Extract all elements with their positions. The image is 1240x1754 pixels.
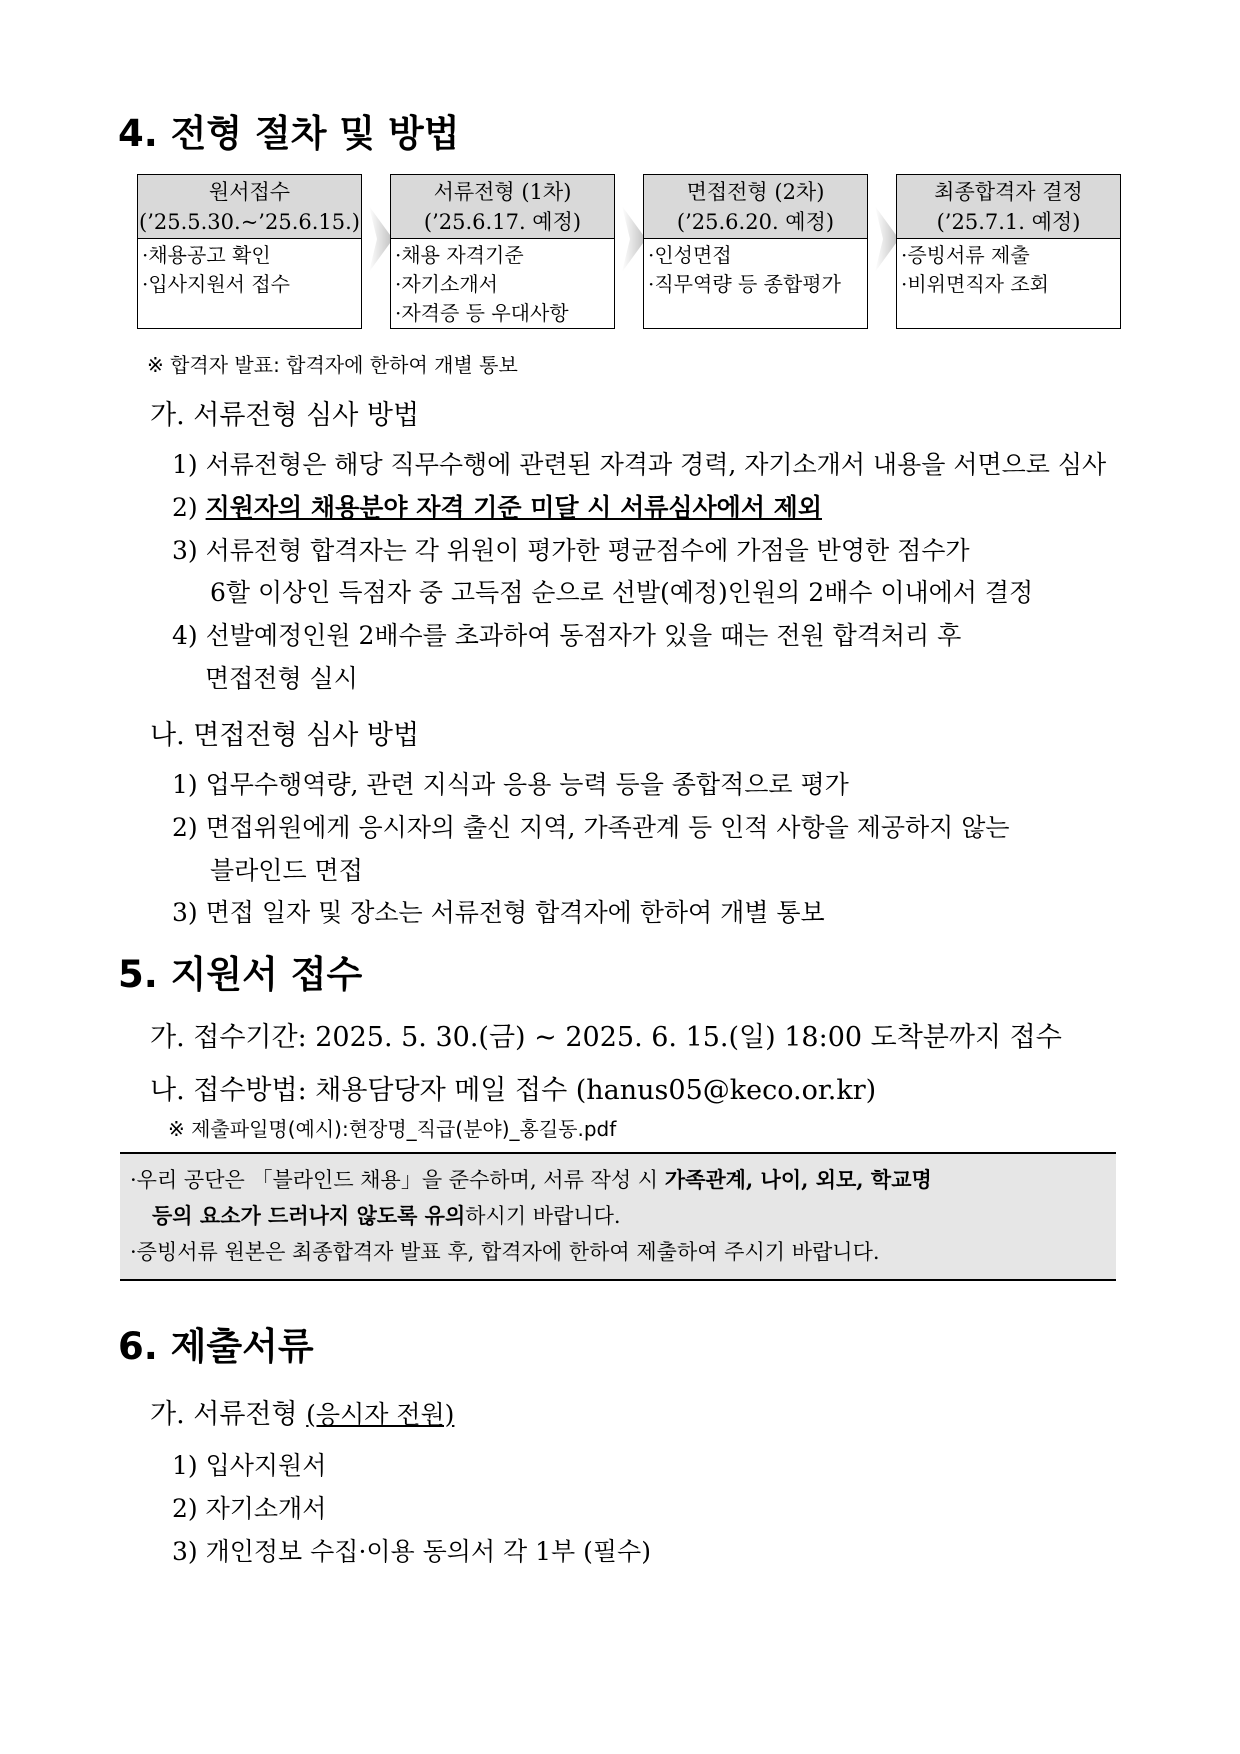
subsection-note: (응시자 전원): [306, 1400, 455, 1429]
flow-step-body: [897, 239, 1120, 301]
flow-step-header: [138, 175, 361, 239]
list-item-continuation: 면접전형 실시: [205, 664, 358, 693]
subsection-label: 가. 서류전형: [150, 1399, 307, 1430]
list-item: 2) 면접위원에게 응시자의 출신 지역, 가족관계 등 인적 사항을 제공하지 않는: [172, 813, 1010, 842]
list-item-number: 2): [172, 493, 206, 522]
list-item: [172, 488, 822, 524]
flow-step-title: 면접전형 (2차): [686, 180, 825, 204]
notice-emphasis: 가족관계, 나이, 외모, 학교명: [664, 1167, 932, 1192]
flow-step-title: 서류전형 (1차): [433, 180, 572, 204]
list-item-continuation: 블라인드 면접: [210, 856, 363, 885]
flow-step-item: ·채용 자격기준: [395, 243, 524, 267]
announcement-note: ※ 합격자 발표: 합격자에 한하여 개별 통보: [147, 353, 518, 377]
notice-emphasis: 등의 요소가 드러나지 않도록 유의: [152, 1203, 466, 1228]
application-method: 나. 접수방법: 채용담당자 메일 접수 (hanus05@keco.or.kr): [150, 1075, 877, 1106]
flow-step-final-decision: [896, 174, 1121, 329]
list-item: 1) 입사지원서: [172, 1451, 327, 1480]
list-item-continuation: 6할 이상인 득점자 중 고득점 순으로 선발(예정)인원의 2배수 이내에서 결정: [210, 578, 1034, 607]
flow-step-item: ·직무역량 등 종합평가: [648, 272, 841, 296]
list-item: 3) 서류전형 합격자는 각 위원이 평가한 평균점수에 가점을 반영한 점수가: [172, 536, 970, 565]
flow-step-header: [391, 175, 614, 239]
flow-step-body: [138, 239, 361, 301]
flow-step-body: [644, 239, 867, 301]
notice-line: [130, 1162, 1108, 1198]
section-5-title: 5. 지원서 접수: [118, 953, 363, 996]
notice-box: [120, 1152, 1116, 1281]
flow-step-date: (’25.6.20. 예정): [676, 210, 835, 234]
flow-step-application: [137, 174, 362, 329]
flow-step-item: ·자기소개서: [395, 272, 498, 296]
notice-text: 하시기 바랍니다.: [465, 1204, 621, 1228]
process-flow: [137, 174, 1121, 329]
flow-step-title: 최종합격자 결정: [934, 180, 1083, 204]
list-item: 3) 면접 일자 및 장소는 서류전형 합격자에 한하여 개별 통보: [172, 898, 825, 927]
flow-step-header: [897, 175, 1120, 239]
section-4-title: 4. 전형 절차 및 방법: [118, 112, 460, 155]
application-period: 가. 접수기간: 2025. 5. 30.(금) ~ 2025. 6. 15.(일) 18:00 도착분까지 접수: [150, 1022, 1062, 1053]
list-item: 1) 업무수행역량, 관련 지식과 응용 능력 등을 종합적으로 평가: [172, 770, 849, 799]
flow-step-item: ·채용공고 확인: [142, 243, 271, 267]
flow-step-item: ·증빙서류 제출: [901, 243, 1030, 267]
flow-step-item: ·인성면접: [648, 243, 732, 267]
subsection-title: 가. 서류전형 심사 방법: [150, 400, 420, 431]
flow-step-item: ·자격증 등 우대사항: [395, 301, 569, 325]
notice-text: ·우리 공단은 「블라인드 채용」을 준수하며, 서류 작성 시: [130, 1168, 665, 1192]
flow-step-document-screening: [390, 174, 615, 329]
list-item: 3) 개인정보 수집·이용 동의서 각 1부 (필수): [172, 1537, 651, 1566]
subsection-title: [150, 1392, 454, 1431]
flow-step-date: (’25.6.17. 예정): [423, 210, 582, 234]
emphasis-text: 지원자의 채용분야 자격 기준 미달 시 서류심사에서 제외: [205, 493, 822, 522]
filename-example: ※ 제출파일명(예시):현장명_직급(분야)_홍길동.pdf: [168, 1117, 617, 1141]
flow-step-header: [644, 175, 867, 239]
flow-step-date: (’25.7.1. 예정): [936, 210, 1081, 234]
list-item: 2) 자기소개서: [172, 1494, 327, 1523]
flow-step-body: [391, 239, 614, 330]
list-item: 4) 선발예정인원 2배수를 초과하여 동점자가 있을 때는 전원 합격처리 후: [172, 621, 962, 650]
flow-step-interview: [643, 174, 868, 329]
notice-line: [130, 1198, 1108, 1234]
section-6-title: 6. 제출서류: [118, 1325, 314, 1368]
flow-step-item: ·비위면직자 조회: [901, 272, 1049, 296]
notice-line: ·증빙서류 원본은 최종합격자 발표 후, 합격자에 한하여 제출하여 주시기 바랍니다.: [130, 1240, 880, 1264]
flow-step-date: (’25.5.30.~’25.6.15.): [139, 210, 360, 234]
flow-step-item: ·입사지원서 접수: [142, 272, 290, 296]
flow-step-title: 원서접수: [208, 180, 291, 204]
list-item: 1) 서류전형은 해당 직무수행에 관련된 자격과 경력, 자기소개서 내용을 서면으로 심사: [172, 450, 1107, 479]
subsection-title: 나. 면접전형 심사 방법: [150, 720, 420, 751]
